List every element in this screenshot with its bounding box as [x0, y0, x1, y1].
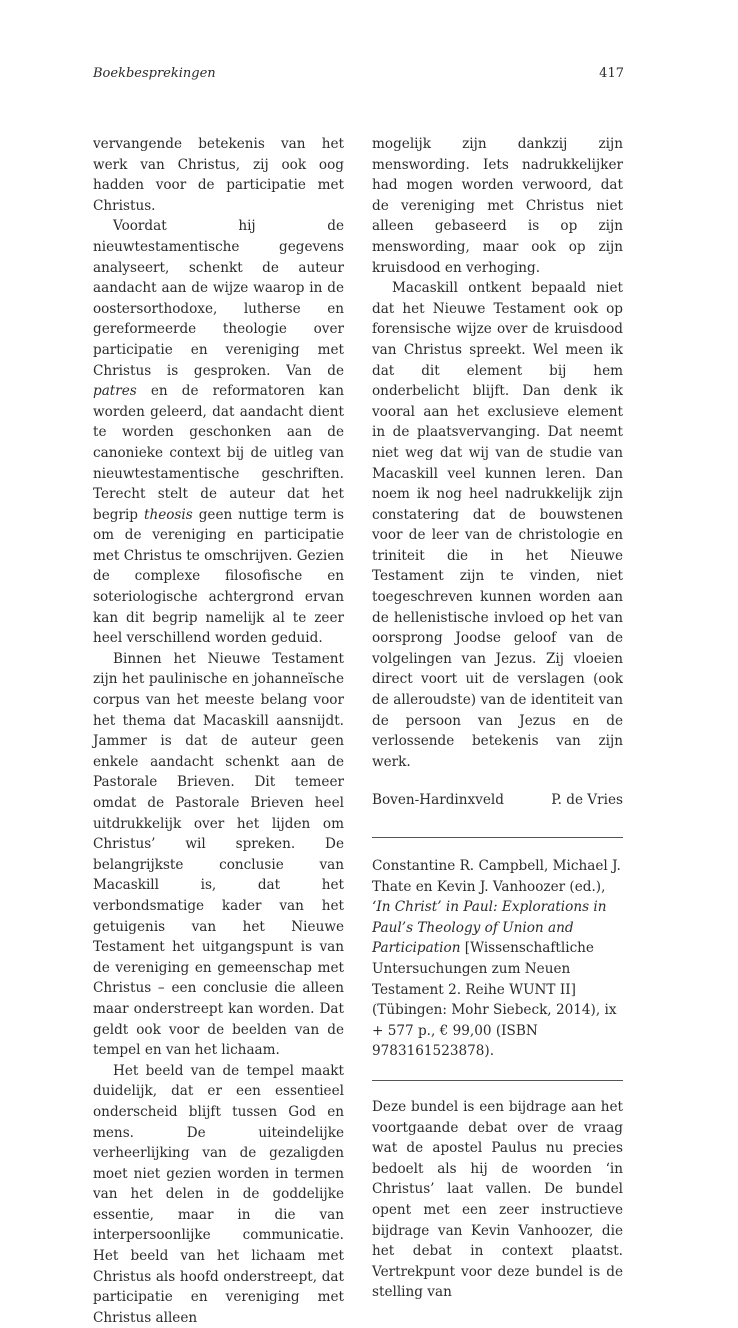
emphasis: theosis: [143, 506, 193, 523]
bibliographic-entry: Constantine R. Campbell, Michael J. Thate en Kevin J. Vanhoozer (ed.), ‘In Christ’ in Paul: Explorations in Paul’s Theology of Union and Participation [Wissenschaftliche Untersuchungen zum Neuen Testament 2. Reihe WUNT II] (Tübingen: Mohr Siebeck, 2014), ix + 577 p., € 99,00 (ISBN 9783161523878).: [372, 858, 621, 1060]
signature-name: P. de Vries: [551, 792, 623, 809]
review-signature: [372, 790, 623, 811]
paragraph: vervangende betekenis van het werk van Christus, zij ook oog hadden voor de participatie met Christus.: [93, 136, 344, 214]
divider: [372, 837, 623, 838]
paragraph: Macaskill ontkent bepaald niet dat het Nieuwe Testament ook op forensische wijze over de kruisdood van Christus spreekt. Wel meen ik dat dit element bij hem onderbelicht blijft. Dan denk ik vooral aan het exclusieve element in de plaatsvervanging. Dat neemt niet weg dat wij van de studie van Macaskill veel kunnen leren. Dan noem ik nog heel nadrukkelijk zijn constatering dat de bouwstenen voor de leer van de christologie en triniteit die in het Nieuwe Testament zijn te vinden, niet toegeschreven kunnen worden aan de hellenistische invloed op het van oorsprong Joodse geloof van de volgelingen van Jezus. Zij vloeien direct voort uit de verslagen (ook de alleroudste) van de identiteit van de persoon van Jezus en de verlossende betekenis van zijn werk.: [372, 280, 623, 770]
right-column: [372, 134, 623, 1303]
paragraph: Binnen het Nieuwe Testament zijn het paulinische en johanneïsche corpus van het meeste belang voor het thema dat Macaskill aansnijdt. Jammer is dat de auteur geen enkele aandacht schenkt aan de Pastorale Brieven. Dit temeer omdat de Pastorale Brieven heel uitdrukkelijk over het lijden om Christus’ wil spreken. De belangrijkste conclusie van Macaskill is, dat het verbondsmatige kader van het getuigenis van het Nieuwe Testament het uitgangspunt is van de vereniging en gemeenschap met Christus – een conclusie die alleen maar onderstreept kan worden. Dat geldt ook voor de beelden van de tempel en van het lichaam.: [93, 650, 344, 1059]
section-title: Boekbesprekingen: [93, 66, 216, 81]
left-column: [93, 134, 344, 1328]
signature-place: Boven-Hardinxveld: [372, 792, 504, 809]
page-number: 417: [599, 66, 624, 81]
paragraph: Het beeld van de tempel maakt duidelijk, dat er een essentieel onderscheid blijft tussen God en mens. De uiteindelijke verheerlijking van de gezaligden moet niet gezien worden in termen van het delen in de goddelijke essentie, maar in die van interpersoonlijke communicatie. Het beeld van het lichaam met Christus als hoofd onderstreept, dat participatie en vereniging met Christus alleen: [93, 1062, 344, 1326]
running-head: [93, 66, 624, 81]
paragraph: mogelijk zijn dankzij zijn menswording. Iets nadrukkelijker had mogen worden verwoord, dat de vereniging met Christus niet alleen gebaseerd is op zijn menswording, maar ook op zijn kruisdood en verhoging.: [372, 136, 623, 276]
emphasis: patres: [93, 383, 137, 400]
divider: [372, 1080, 623, 1081]
book-title: ‘In Christ’ in Paul: Explorations in Paul’s Theology of Union and Participation: [372, 899, 607, 957]
paragraph: Deze bundel is een bijdrage aan het voortgaande debat over de vraag wat de apostel Paulus nu precies bedoelt als hij de woorden ‘in Christus’ laat vallen. De bundel opent met een zeer instructieve bijdrage van Kevin Vanhoozer, die het debat in context plaatst. Vertrekpunt voor deze bundel is de stelling van: [372, 1098, 623, 1301]
paragraph: Voordat hij de nieuwtestamentische gegevens analyseert, schenkt de auteur aandacht aan de wijze waarop in de oostersorthodoxe, lutherse en gereformeerde theologie over participatie en vereniging met Christus is gesproken. Van de patres en de reformatoren kan worden geleerd, dat aandacht dient te worden geschonken aan de canonieke context bij de uitleg van nieuwtestamentische geschriften. Terecht stelt de auteur dat het begrip theosis geen nuttige term is om de vereniging en participatie met Christus te omschrijven. Gezien de complexe filosofische en soteriologische achtergrond ervan kan dit begrip namelijk al te zeer heel verschillend worden geduid.: [93, 218, 344, 647]
